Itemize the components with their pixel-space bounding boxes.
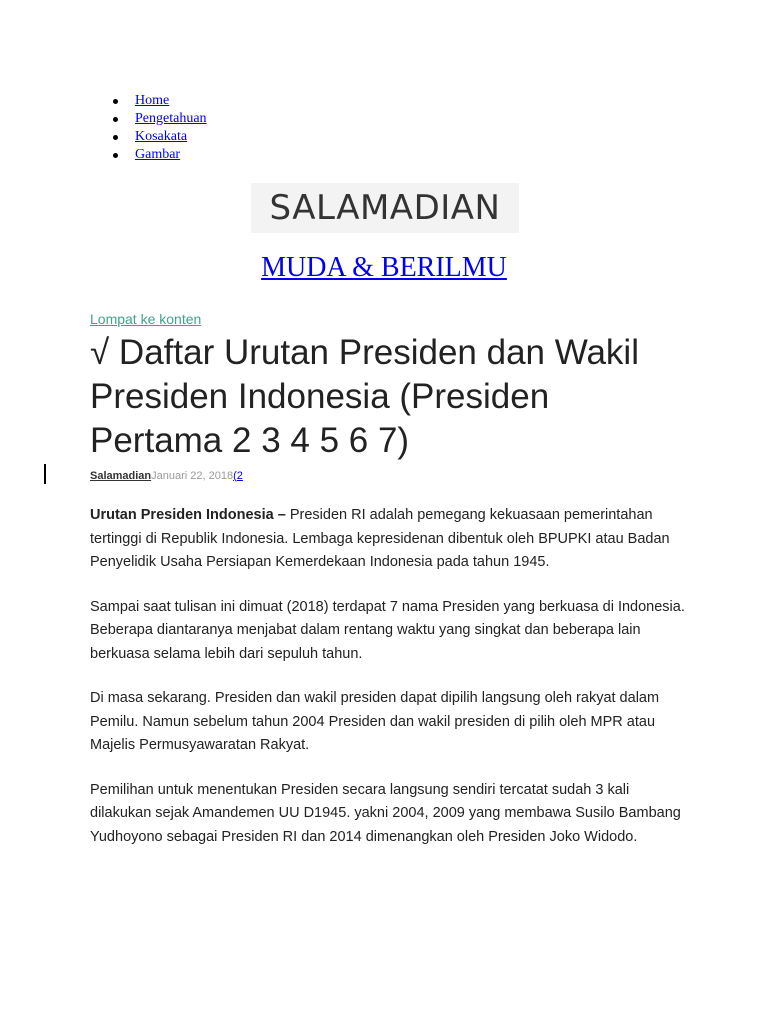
- nav-link-kosakata[interactable]: Kosakata: [135, 129, 188, 144]
- logo-text: SALAMADIAN: [269, 188, 501, 228]
- nav-link-home[interactable]: Home: [135, 93, 170, 108]
- article-paragraph-lead: [90, 504, 690, 575]
- lead-text: Presiden RI adalah pemegang kekuasaan pemerintahan tertinggi di Republik Indonesia. Lembaga kepresidenan dibentuk oleh BPUPKI atau Badan Penyelidik Usaha Persiapan Kemerdekaan Indonesia pada tahun 1945.: [90, 507, 670, 570]
- skip-to-content-link[interactable]: Lompat ke konten: [90, 311, 202, 327]
- bullet-icon: [113, 117, 118, 122]
- bullet-icon: [113, 135, 118, 140]
- nav-item-pengetahuan: [109, 110, 207, 128]
- text-cursor: [44, 464, 46, 484]
- main-navigation: [109, 92, 207, 164]
- bullet-icon: [113, 99, 118, 104]
- bullet-icon: [113, 153, 118, 158]
- article-title: √ Daftar Urutan Presiden dan Wakil Presiden Indonesia (Presiden Pertama 2 3 4 5 6 7): [90, 333, 639, 460]
- article-content: [90, 504, 690, 870]
- article-paragraph: Pemilihan untuk menentukan Presiden secara langsung sendiri tercatat sudah 3 kali dilakukan sejak Amandemen UU D1945. yakni 2004, 2009 yang membawa Susilo Bambang Yudhoyono sebagai Presiden RI dan 2014 dimenangkan oleh Presiden Joko Widodo.: [90, 781, 681, 845]
- nav-link-gambar[interactable]: Gambar: [135, 147, 181, 162]
- lead-bold-text: Urutan Presiden Indonesia –: [90, 507, 286, 523]
- post-date: Januari 22, 2018: [151, 470, 234, 482]
- article-paragraph: Sampai saat tulisan ini dimuat (2018) terdapat 7 nama Presiden yang berkuasa di Indonesia. Beberapa diantaranya menjabat dalam rentang waktu yang singkat dan beberapa lain berkuasa selama lebih dari sepuluh tahun.: [90, 598, 685, 662]
- nav-item-kosakata: [109, 128, 207, 146]
- comments-count: 2: [236, 470, 243, 482]
- nav-link-pengetahuan[interactable]: Pengetahuan: [135, 111, 207, 126]
- nav-item-home: [109, 92, 207, 110]
- article-meta: [90, 470, 243, 482]
- site-logo[interactable]: [251, 183, 519, 233]
- nav-item-gambar: [109, 146, 207, 164]
- comments-link[interactable]: (2: [233, 470, 243, 482]
- author-link[interactable]: Salamadian: [90, 470, 152, 482]
- site-tagline-link[interactable]: MUDA & BERILMU: [261, 252, 507, 283]
- article-paragraph: Di masa sekarang. Presiden dan wakil presiden dapat dipilih langsung oleh rakyat dalam Pemilu. Namun sebelum tahun 2004 Presiden dan wakil presiden di pilih oleh MPR atau Majelis Permusyawaratan Rakyat.: [90, 690, 660, 753]
